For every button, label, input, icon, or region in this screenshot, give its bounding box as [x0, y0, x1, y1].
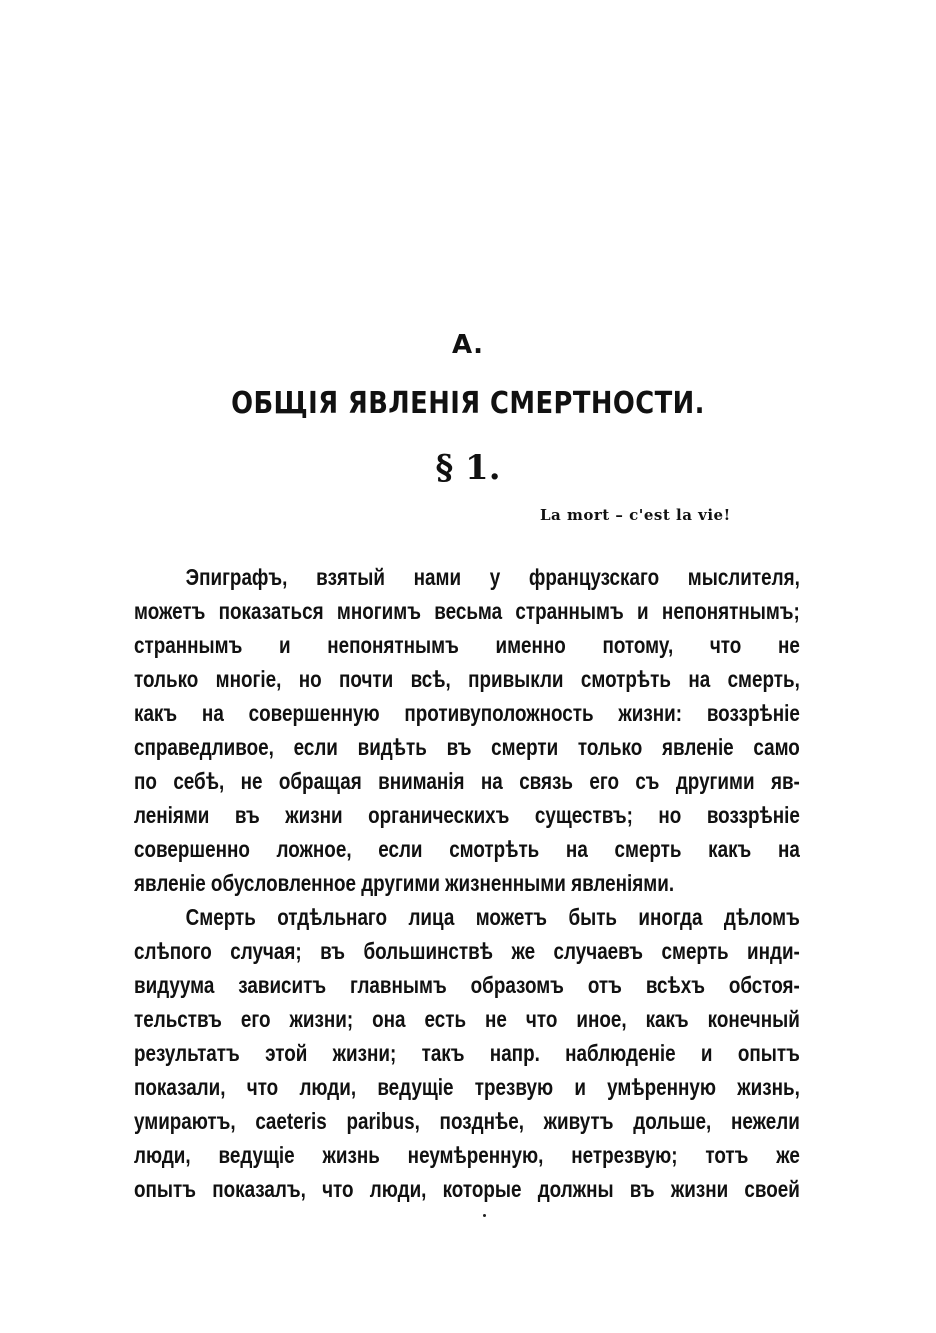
- text-line: умираютъ, caeteris paribus, позднѣе, живутъ дольше, нежели: [134, 1108, 800, 1134]
- text-line: явленіе обусловленное другими жизненными явленіями.: [134, 870, 675, 896]
- section-letter: А.: [452, 330, 484, 360]
- text-line: Смерть отдѣльнаго лица можетъ быть иногда дѣломъ: [185, 904, 800, 930]
- paragraph-number: § 1.: [435, 448, 501, 488]
- text-line: люди, ведущіе жизнь неумѣренную, нетрезвую; тотъ же: [134, 1142, 800, 1168]
- text-line: только многіе, но почти всѣ, привыкли смотрѣть на смерть,: [134, 666, 800, 692]
- text-line: леніями въ жизни органическихъ существъ; но воззрѣніе: [134, 802, 800, 828]
- text-line: совершенно ложное, если смотрѣть на смерть какъ на: [134, 836, 800, 862]
- text-line: тельствъ его жизни; она есть не что иное, какъ конечный: [134, 1006, 800, 1032]
- text-line: результатъ этой жизни; такъ напр. наблюденіе и опытъ: [134, 1040, 800, 1066]
- text-line: слѣпого случая; въ большинствѣ же случаевъ смерть инди-: [134, 938, 800, 964]
- text-line: Эпиграфъ, взятый нами у французскаго мыслителя,: [185, 564, 800, 590]
- text-line: показали, что люди, ведущіе трезвую и умѣренную жизнь,: [134, 1074, 800, 1100]
- text-line: по себѣ, не обращая вниманія на связь его съ другими яв-: [134, 768, 800, 794]
- epigraph: La mort – c'est la vie!: [540, 506, 731, 524]
- text-line: можетъ показаться многимъ весьма страннымъ и непонятнымъ;: [134, 598, 800, 624]
- text-line: опытъ показалъ, что люди, которые должны въ жизни своей: [134, 1176, 800, 1202]
- print-speck: [483, 1214, 486, 1217]
- text-line: справедливое, если видѣть въ смерти только явленіе само: [134, 734, 800, 760]
- section-title: ОБЩІЯ ЯВЛЕНІЯ СМЕРТНОСТИ.: [231, 386, 705, 421]
- text-line: какъ на совершенную противуположность жизни: воззрѣніе: [134, 700, 800, 726]
- body-text: [134, 560, 800, 1206]
- text-line: видуума зависитъ главнымъ образомъ отъ всѣхъ обстоя-: [134, 972, 800, 998]
- text-line: страннымъ и непонятнымъ именно потому, что не: [134, 632, 800, 658]
